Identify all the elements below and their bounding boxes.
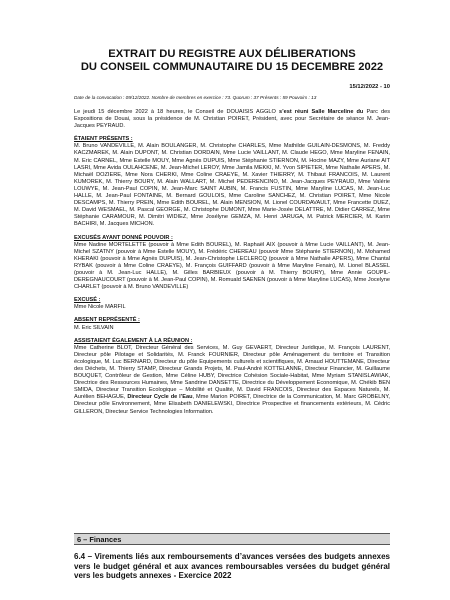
excuse-heading: EXCUSÉ : bbox=[74, 297, 101, 304]
assistaient-text-end: , Mme Marion POIRET, Directrice de la Communication, M. Marc GROBELNY, Directeur pôle Environnement, Mme Elisabeth DANIELEWSKI, Directrice Prospective et financements extérieurs, M. Cédric GILLERON, Directeur Service Technologies Information. bbox=[74, 394, 390, 415]
deliberation-reference: 15/12/2022 - 10 bbox=[349, 84, 390, 90]
document-title-line-1: EXTRAIT DU REGISTRE AUX DÉLIBERATIONS bbox=[108, 48, 356, 60]
absent-heading: ABSENT REPRÉSENTÉ : bbox=[74, 317, 140, 324]
assistaient-text-bold: Directeur Cycle de l’Eau bbox=[127, 394, 193, 401]
excuse-list: Mme Nicole MARFIL bbox=[74, 304, 126, 311]
absent-list: M. Eric SILVAIN bbox=[74, 324, 114, 331]
convocation-info: Date de la convocation : 09/12/2022. Nombre de membres en exercice : 73. Quorum : 37 Présents : 59 Pouvoirs : 13 bbox=[74, 95, 317, 100]
assistaient-text-start: Mme Catherine BLOT, Directeur Général des Services, M. Guy GEVAERT, Directeur Juridique, M. François LAURENT, Directeur pôle Pilotage et Solidarités, M. Franck FOURNIER, Directeur pôle Aménagement du territoire et Transition écologique, M. Luc BERNARD, Directeur du pôle Equipements culturels et scientifiques, M. Arnaud HOUTTEMANE, Directeur des Déchets, M. Thierry STAMP, Directeur Grands Projets, M. Paul-André KOTTELANNE, Directeur Financier, M. Guillaume BOUQUET, Contrôleur de Gestion, Mme Céline HUBY, Directrice Cohésion Sociale-Habitat, Mme Myriam STANISLAWIAK, Directrice des Ressources Humaines, Mme Sandrine DANSETTE, Directrice du Développement Economique, M. Chékib BEN SMIDA, Directeur Transition Ecologique – Mobilité et Qualité, M. David FRANCOIS, Directeur des Espaces Naturels, M. Aurélien BEHAGUE, bbox=[74, 344, 390, 401]
pouvoir-list: Mme Nadine MORTELETTE (pouvoir à Mme Edith BOUREL), M. Raphaël AIX (pouvoir à Mme Lucie VAILLANT), M. Jean-Michel SZATNY (pouvoir à Mme Estelle MOUY), M. Frédéric CHEREAU (pouvoir Mme Stéphanie STIERNON), M. Mohamed KHERAKI (pouvoir à Mme Agnès DUPUIS), M. Jean-Christophe LECLERCQ (pouvoir à Mme Nathalie APERS), Mme Chantal RYBAK (pouvoir à Mme Coline CRAEYE), M. François GUIFFARD (pouvoir à Mme Maryline Fenain), M. Lionel BLASSEL (pouvoir à M. Jean-Luc HALLE), M. Gilles BARBIEUX (pouvoir à M. Thierry BOURY), Mme Annie GOUPIL-DEREGNAUCOURT (pouvoir à M. Jean-Paul COPIN), M. Romuald SAENEN (pouvoir à Mme Maryline LUCAS), Mme Jocelyne CHARLET (pouvoir à M. Bruno VANDEVILLE) bbox=[74, 241, 390, 291]
document-title-line-2: DU CONSEIL COMMUNAUTAIRE DU 15 DECEMBRE 2022 bbox=[80, 61, 384, 73]
pouvoir-heading: EXCUSÉS AYANT DONNÉ POUVOIR : bbox=[74, 234, 173, 241]
assistaient-heading: ASSISTAIENT ÉGALEMENT À LA RÉUNION : bbox=[74, 337, 193, 344]
intro-paragraph bbox=[74, 109, 390, 130]
deliberation-item-title: 6.4 – Virements liés aux remboursements d’avances versées des budgets annexes vers le budget général et aux avances remboursables versées du budget général vers les budgets annexes - Exercice 2022 bbox=[74, 552, 390, 581]
intro-text-bold: s’est réuni Salle Marceline du bbox=[278, 109, 364, 115]
presents-list: M. Bruno VANDEVILLE, M. Alain BOULANGER, M. Christophe CHARLES, Mme Mathilde GUILAIN-DESMONS, M. Freddy KACZMAREK, M. Alain DUPONT, M. Christian DORDAIN, Mme Lucie VAILLANT, M. Claude HEGO, Mme Maryline FENAIN, M. Eric CARNEL, Mme Estelle MOUY, Mme Agnès DUPUIS, Mme Stéphanie STIERNON, M. Hocine MAZY, Mme Auriane AIT LASRI, Mme Avida OULAHCENE, M. Jean-Michel LEROY, Mme Jamila MEKKI, M. Yvon SIPIETER, Mme Nathalie APERS, M. Michaël DOZIERE, Mme Nora CHERKI, Mme Coline CRAEYE, M. Xavier THIERRY, M. Thibaut FRANCOIS, M. Laurent KUMOREK, M. Thierry BOURY, M. Alain WALLART, M. Michel PEDERENCINO, M. Jean-Jacques PEYRAUD, Mme Valérie LOUWYE, M. Jean-Paul COPIN, M. Jean-Marc SAINT AUBIN, M. Francis FUSTIN, Mme Maryline LUCAS, M. Jean-Luc HALLE, M. Jean-Paul FONTAINE, M. Bernard GOULOIS, Mme Caroline SANCHEZ, M. Christian POIRET, Mme Nicole DESCAMPS, M. Thierry PREIN, Mme Edith BOUREL, M. Alain MENSION, M. Lionel COURDAVAULT, Mme Francette DUEZ, M. David WESMAEL, M. Pascal GEORGE, M. Christophe DUMONT, Mme Marie-Josée DELATTRE, M. Didier CARREZ, Mme Stéphanie CARAMOUR, M. Dimitri WIDIEZ, Mme Josélyne GEMZA, M. Henri JARUGA, M. Patrick MERCIER, M. Karim BACHIRI, M. Jacques MICHON. bbox=[74, 143, 390, 228]
intro-text-start: Le jeudi 15 décembre 2022 à 18 heures, le Conseil de DOUAISIS AGGLO bbox=[74, 109, 276, 115]
intro-text-end: Parc des Expositions de Douai, sous la présidence de M. Christian POIRET, Président, avec pour Secrétaire de séance M. Jean-Jacques PEYRAUD. bbox=[74, 109, 391, 130]
assistaient-list bbox=[74, 345, 390, 416]
section-heading-finances: 6 – Finances bbox=[74, 533, 390, 545]
presents-heading: ÉTAIENT PRÉSENTS : bbox=[74, 136, 133, 143]
